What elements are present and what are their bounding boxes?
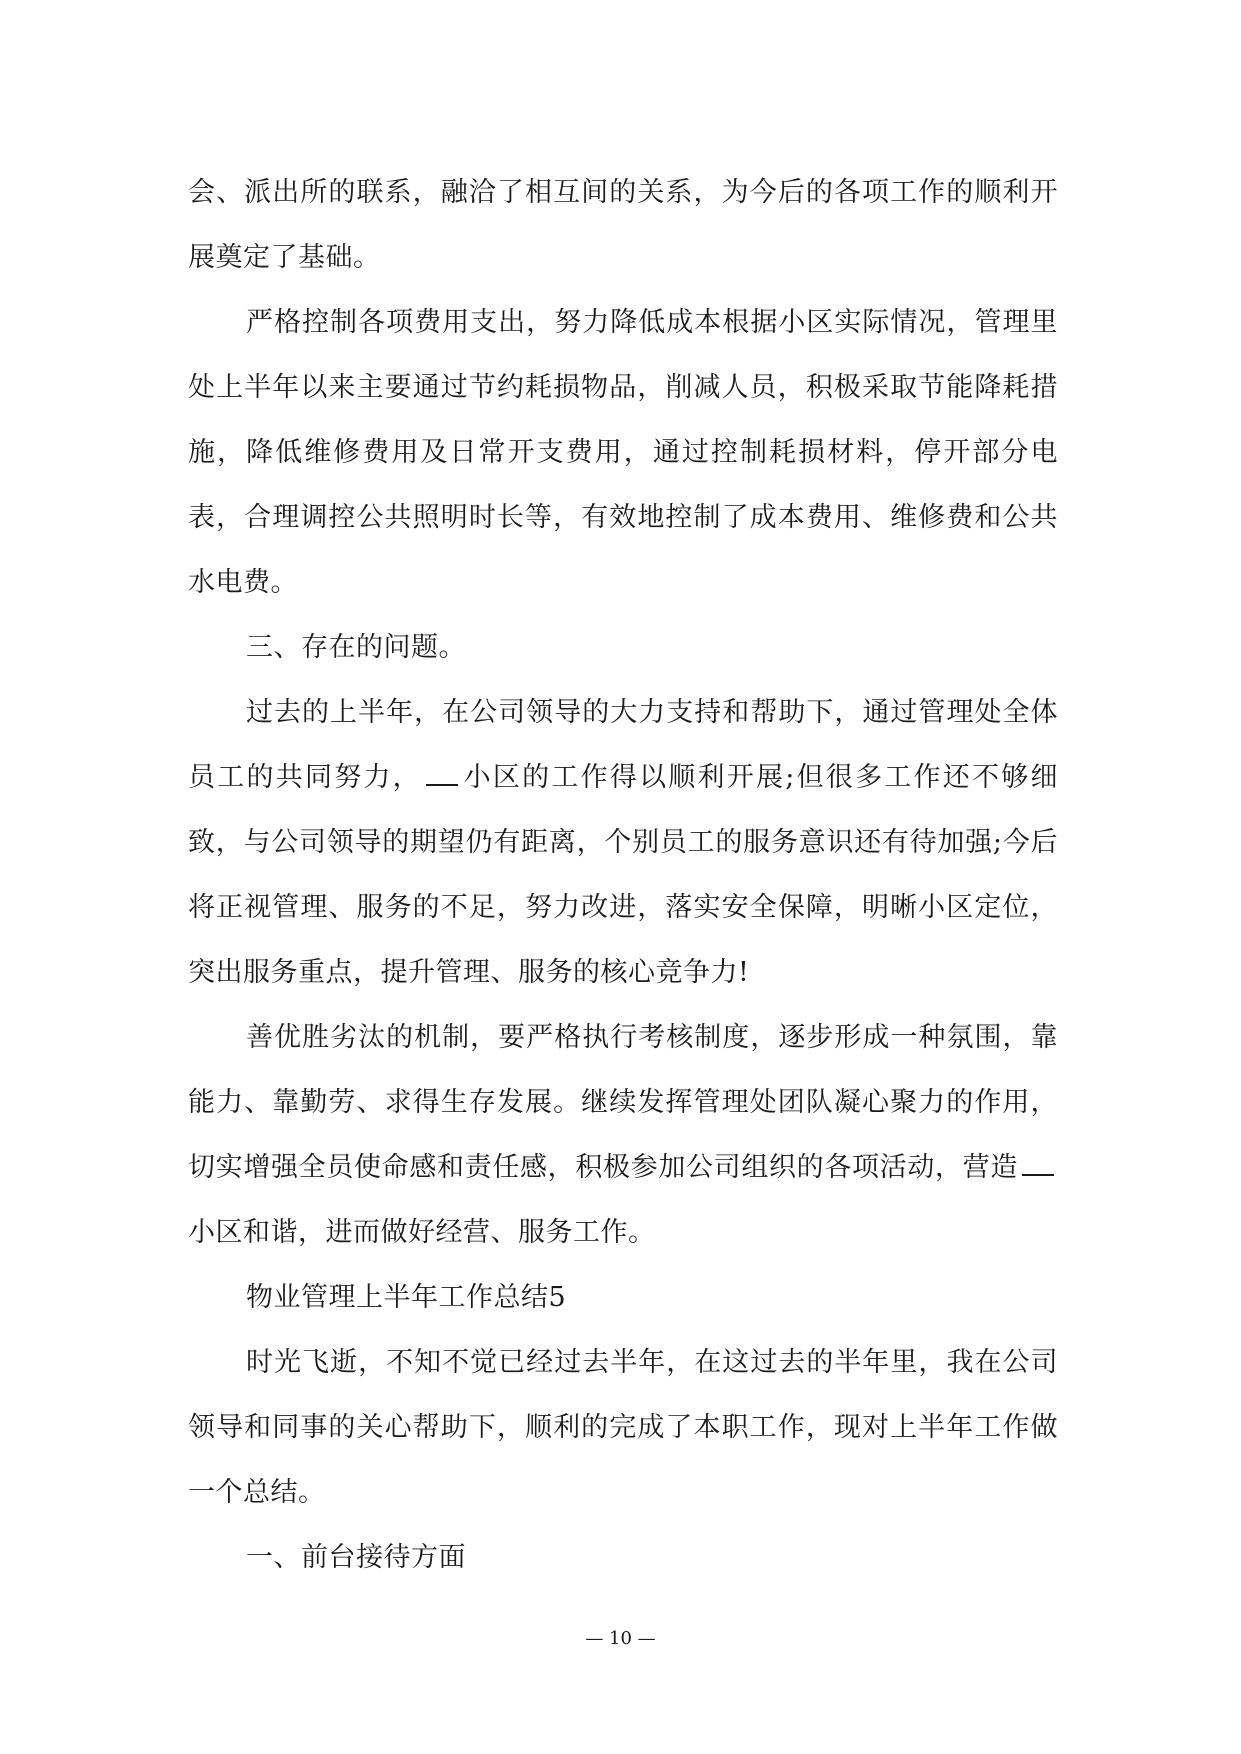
document-body <box>188 160 1058 1590</box>
paragraph-4-part-b: 小区的工作得以顺利开展;但很多工作还不够细致，与公司领导的期望仍有距离，个别员工的服务意识还有待加强;今后将正视管理、服务的不足，努力改进，落实安全保障，明晰小区定位，突出服务重点，提升管理、服务的核心竞争力! <box>188 762 1058 988</box>
paragraph-4 <box>188 680 1058 1005</box>
fill-blank <box>1022 1152 1054 1176</box>
page-number: — 10 — <box>585 1628 656 1649</box>
paragraph-5 <box>188 1005 1058 1265</box>
paragraph-1: 会、派出所的联系，融洽了相互间的关系，为今后的各项工作的顺利开展奠定了基础。 <box>188 177 1058 273</box>
fill-blank <box>426 762 458 786</box>
paragraph-2: 严格控制各项费用支出，努力降低成本根据小区实际情况，管理里处上半年以来主要通过节约耗损物品，削减人员，积极采取节能降耗措施，降低维修费用及日常开支费用，通过控制耗损材料，停开部分电表，合理调控公共照明时长等，有效地控制了成本费用、维修费和公共水电费。 <box>188 307 1058 598</box>
paragraph-5-part-a: 善优胜劣汰的机制，要严格执行考核制度，逐步形成一种氛围，靠能力、靠勤劳、求得生存发展。继续发挥管理处团队凝心聚力的作用，切实增强全员使命感和责任感，积极参加公司组织的各项活动，营造 <box>188 1022 1058 1183</box>
paragraph-4-part-a: 过去的上半年，在公司领导的大力支持和帮助下，通过管理处全体员工的共同努力， <box>188 697 1058 793</box>
section-title-summary-5: 物业管理上半年工作总结5 <box>246 1282 567 1313</box>
paragraph-7: 时光飞逝，不知不觉已经过去半年，在这过去的半年里，我在公司领导和同事的关心帮助下，顺利的完成了本职工作，现对上半年工作做一个总结。 <box>188 1347 1058 1508</box>
section-heading-problems: 三、存在的问题。 <box>246 632 466 663</box>
paragraph-5-part-b: 小区和谐，进而做好经营、服务工作。 <box>188 1217 656 1248</box>
section-heading-reception: 一、前台接待方面 <box>246 1542 466 1573</box>
